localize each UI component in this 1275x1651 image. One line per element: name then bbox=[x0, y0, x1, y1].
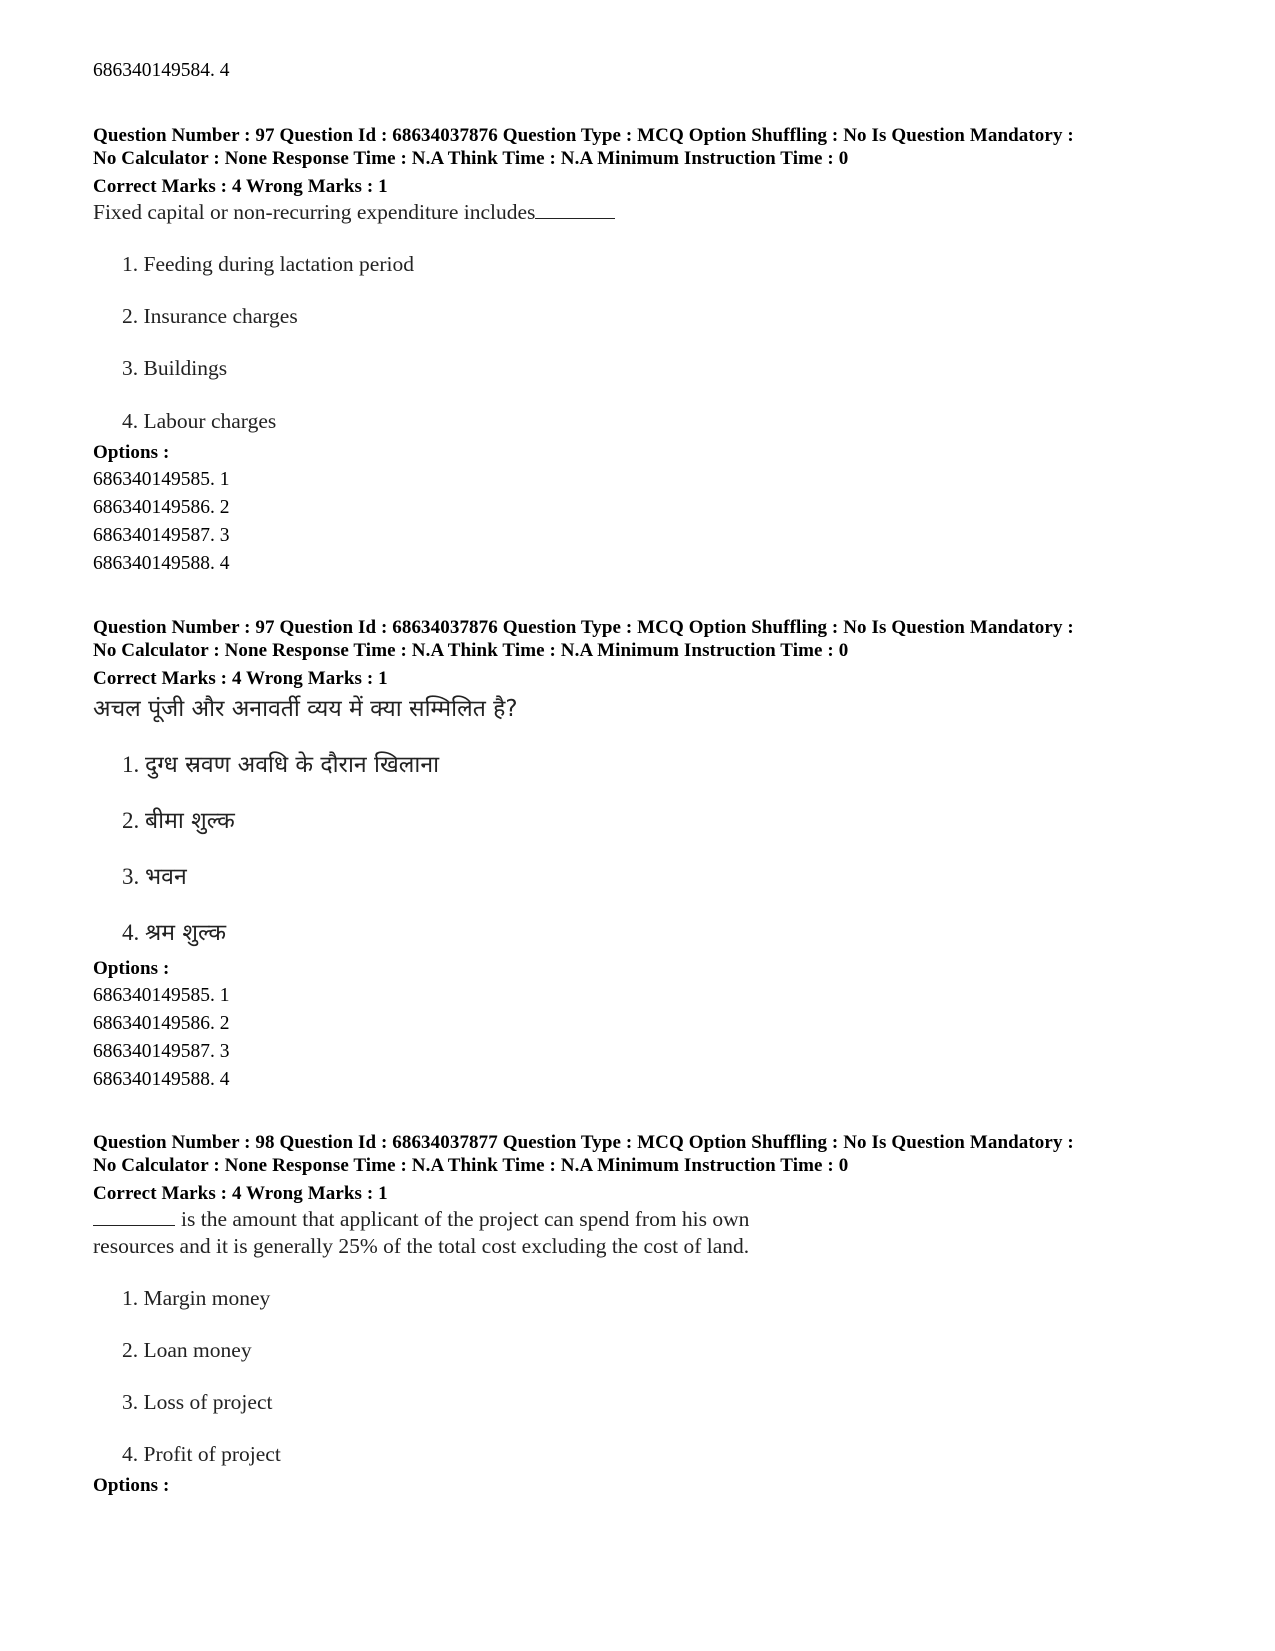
question-text bbox=[93, 199, 615, 226]
choice-number: 4. bbox=[122, 920, 140, 945]
choice-1 bbox=[122, 750, 439, 780]
question-header-line1: Question Number : 97 Question Id : 68634037876 Question Type : MCQ Option Shuffling : No Is Question Mandatory : bbox=[93, 125, 1074, 146]
choice-4: 4. Labour charges bbox=[122, 409, 277, 433]
choice-4 bbox=[122, 918, 226, 948]
question-header-line2: No Calculator : None Response Time : N.A Think Time : N.A Minimum Instruction Time : 0 bbox=[93, 1155, 849, 1176]
question-text-content: is the amount that applicant of the project can spend from his own bbox=[181, 1207, 750, 1231]
choice-3: 3. Buildings bbox=[122, 356, 228, 380]
option-line: 686340149585. 1 bbox=[93, 985, 230, 1006]
marks-line: Correct Marks : 4 Wrong Marks : 1 bbox=[93, 1183, 388, 1204]
option-line: 686340149587. 3 bbox=[93, 525, 230, 546]
choice-text: बीमा शुल्क bbox=[145, 808, 235, 834]
question-text-line2: resources and it is generally 25% of the total cost excluding the cost of land. bbox=[93, 1234, 750, 1258]
question-text: अचल पूंजी और अनावर्ती व्यय में क्या सम्मिलित है? bbox=[93, 696, 518, 722]
choice-2 bbox=[122, 806, 235, 836]
answer-blank bbox=[535, 200, 615, 219]
choice-number: 3. bbox=[122, 864, 140, 889]
question-header-line2: No Calculator : None Response Time : N.A Think Time : N.A Minimum Instruction Time : 0 bbox=[93, 640, 849, 661]
option-line: 686340149584. 4 bbox=[93, 60, 230, 81]
choice-2: 2. Insurance charges bbox=[122, 304, 298, 328]
choice-number: 1. bbox=[122, 752, 140, 777]
choice-4: 4. Profit of project bbox=[122, 1442, 281, 1466]
choice-text: दुग्ध स्रवण अवधि के दौरान खिलाना bbox=[145, 752, 440, 778]
marks-line: Correct Marks : 4 Wrong Marks : 1 bbox=[93, 668, 388, 689]
question-text-line1 bbox=[93, 1206, 749, 1233]
choice-1: 1. Feeding during lactation period bbox=[122, 252, 414, 276]
option-line: 686340149587. 3 bbox=[93, 1041, 230, 1062]
options-label: Options : bbox=[93, 1475, 170, 1496]
question-text-content: Fixed capital or non-recurring expenditure includes bbox=[93, 200, 536, 224]
options-label: Options : bbox=[93, 442, 170, 463]
option-line: 686340149586. 2 bbox=[93, 497, 230, 518]
choice-3: 3. Loss of project bbox=[122, 1390, 273, 1414]
option-line: 686340149588. 4 bbox=[93, 1069, 230, 1090]
option-line: 686340149586. 2 bbox=[93, 1013, 230, 1034]
question-header-line1: Question Number : 98 Question Id : 68634037877 Question Type : MCQ Option Shuffling : No Is Question Mandatory : bbox=[93, 1132, 1074, 1153]
options-label: Options : bbox=[93, 958, 170, 979]
question-header-line2: No Calculator : None Response Time : N.A Think Time : N.A Minimum Instruction Time : 0 bbox=[93, 148, 849, 169]
choice-number: 2. bbox=[122, 808, 140, 833]
choice-text: भवन bbox=[145, 864, 187, 890]
option-line: 686340149588. 4 bbox=[93, 553, 230, 574]
choice-2: 2. Loan money bbox=[122, 1338, 252, 1362]
marks-line: Correct Marks : 4 Wrong Marks : 1 bbox=[93, 176, 388, 197]
question-header-line1: Question Number : 97 Question Id : 68634037876 Question Type : MCQ Option Shuffling : No Is Question Mandatory : bbox=[93, 617, 1074, 638]
option-line: 686340149585. 1 bbox=[93, 469, 230, 490]
choice-3 bbox=[122, 862, 187, 892]
choice-text: श्रम शुल्क bbox=[145, 920, 227, 946]
choice-1: 1. Margin money bbox=[122, 1286, 271, 1310]
answer-blank bbox=[93, 1207, 175, 1226]
